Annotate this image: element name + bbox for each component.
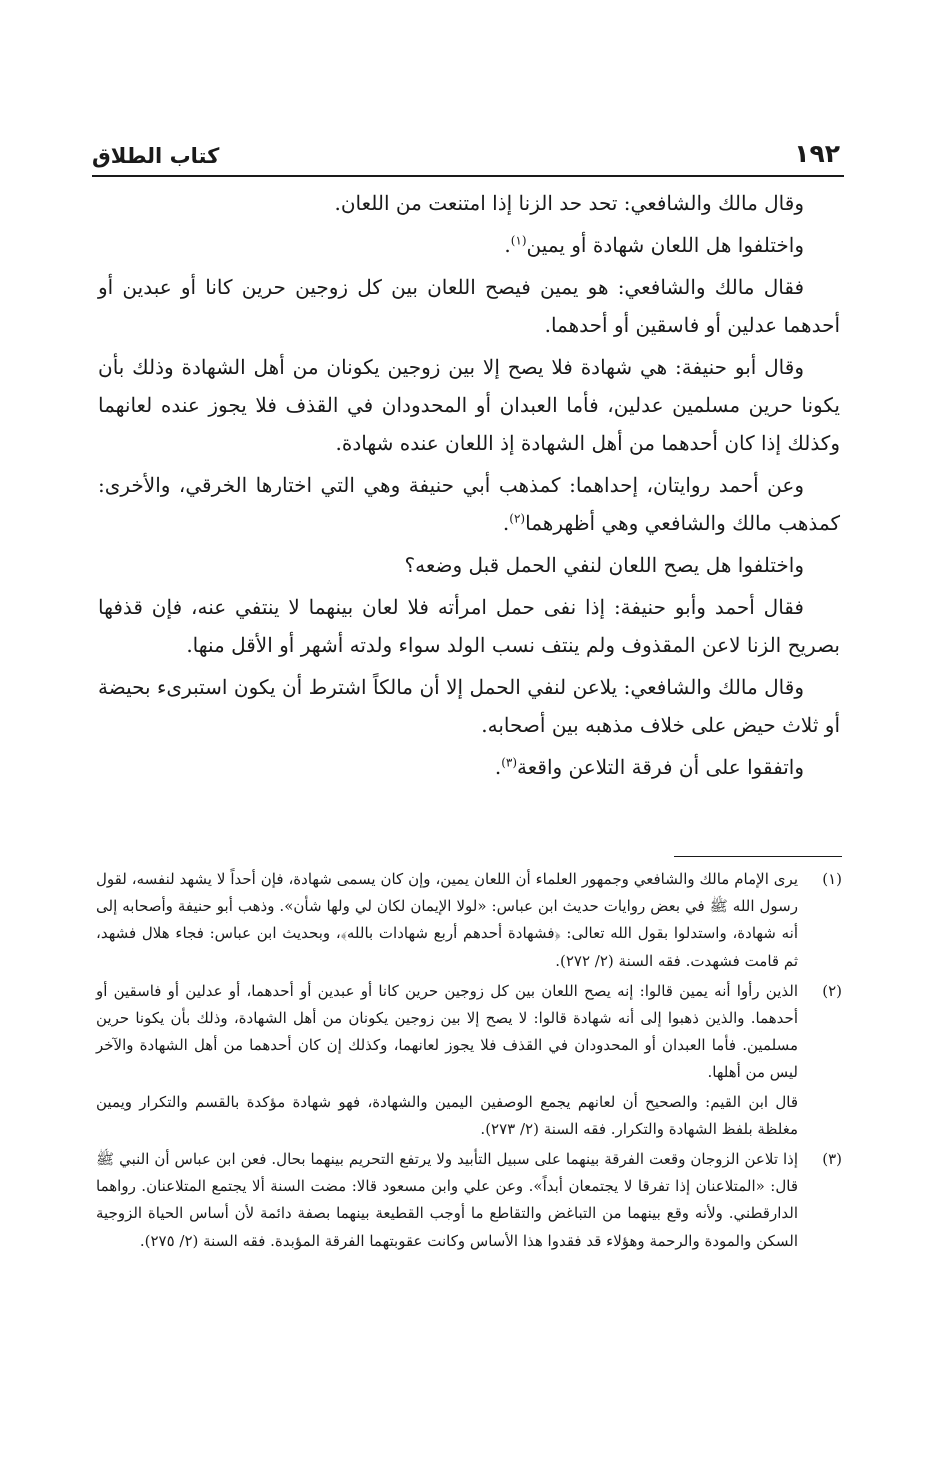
paragraph-text: فقال مالك والشافعي: هو يمين فيصح اللعان بين كل زوجين حرين كانا أو عبدين أو أحدهما عدلين أو فاسقين أو أحدهما. [98, 275, 840, 337]
footnote [96, 866, 842, 975]
page-number: ١٩٢ [794, 139, 840, 168]
footnote-paragraph: قال ابن القيم: والصحيح أن لعانهم يجمع الوصفين اليمين والشهادة، فهو شهادة مؤكدة بالقسم والتكرار ويمين مغلظة بلفظ الشهادة والتكرار. فقه السنة (٢/ ٢٧٣). [96, 1092, 798, 1138]
running-title: كتاب الطلاق [92, 144, 220, 168]
footnotes [96, 866, 842, 1255]
footnote [96, 978, 842, 1143]
footnote-paragraph: الذين رأوا أنه يمين قالوا: إنه يصح اللعان بين كل زوجين حرين كانا أو عبدين أو أحدهما، أو عدلين أو فاسقين أو أحدهما. والذين ذهبوا إلى أنه شهادة قالوا: لا يصح إلا بين زوجين يكونان من أهل الشهادة، وذلك بأن يكونا حرين مسلمين. فأما العبدان أو المحدودان في القذف فلا يجوز لعانهما، وكذلك إن كان أحدهما من أهل الشهادة والآخر ليس من أهلها. [96, 981, 798, 1082]
footnote [96, 1146, 842, 1255]
footnote-text [96, 866, 798, 975]
paragraph-text: واختلفوا هل يصح اللعان لنفي الحمل قبل وضعه؟ [404, 553, 804, 577]
footnote-ref-1: (١) [510, 233, 527, 248]
header-rule [92, 175, 844, 177]
page-header [92, 128, 840, 168]
paragraph [98, 180, 840, 222]
footnote-text [96, 1146, 798, 1255]
paragraph [98, 664, 840, 744]
footnote-number: (٢) [822, 981, 842, 1000]
paragraph-text: فقال أحمد وأبو حنيفة: إذا نفى حمل امرأته فلا لعان بينهما لا ينتفي عنه، فإن قذفها بصريح الزنا لاعن المقذوف ولم ينتف نسب الولد سواء ولدته أشهر أو الأقل منها. [98, 595, 840, 657]
main-text [98, 180, 840, 786]
paragraph-text: وقال مالك والشافعي: تحد حد الزنا إذا امتنعت من اللعان. [334, 191, 804, 215]
paragraph-text: واختلفوا هل اللعان شهادة أو يمين [526, 233, 804, 257]
paragraph-end: . [494, 755, 502, 779]
paragraph [98, 222, 840, 264]
footnote-separator [674, 856, 842, 857]
paragraph [98, 542, 840, 584]
paragraph-text: واتفقوا على أن فرقة التلاعن واقعة [517, 755, 804, 779]
footnote-paragraph: إذا تلاعن الزوجان وقعت الفرقة بينهما على سبيل التأبيد ولا يرتفع التحريم بينهما بحال. فعن ابن عباس أن النبي ﷺ قال: «المتلاعنان إذا تفرقا لا يجتمعان أبداً». وعن علي وابن مسعود قالا: مضت السنة ألا يجتمع المتلاعنان. رواهما الدارقطني. ولأنه وقع بينهما من التباغض والتقاطع ما أوجب القطيعة بينهما بصفة دائمة لأن أساس الحياة الزوجية السكن والمودة والرحمة وهؤلاء قد فقدوا هذا الأساس وكانت عقوبتهما الفرقة المؤبدة. فقه السنة (٢/ ٢٧٥). [96, 1150, 798, 1250]
footnote-ref-2: (٢) [509, 511, 526, 526]
paragraph [98, 744, 840, 786]
footnote-number: (٣) [822, 1150, 842, 1169]
footnote-paragraph: يرى الإمام مالك والشافعي وجمهور العلماء أن اللعان يمين، وإن كان يسمى شهادة، فإن أحداً لا يشهد لنفسه، لقول رسول الله ﷺ في بعض روايات حديث ابن عباس: «لولا الإيمان لكان لي ولها شأن». وذهب أبو حنيفة وأصحابه إلى أنه شهادة، واستدلوا بقول الله تعالى: ﴿فشهادة أحدهم أربع شهادات بالله﴾، وبحديث ابن عباس: فجاء هلال فشهد، ثم قامت فشهدت. فقه السنة (٢/ ٢٧٢). [96, 870, 798, 970]
paragraph [98, 264, 840, 344]
paragraph-text: وقال أبو حنيفة: هي شهادة فلا يصح إلا بين زوجين يكونان من أهل الشهادة وذلك بأن يكونا حرين مسلمين عدلين، فأما العبدان أو المحدودان في القذف فلا يجوز عنده لعانهما وكذلك إذا كان أحدهما من أهل الشهادة إذ اللعان عنده شهادة. [98, 355, 840, 455]
paragraph [98, 462, 840, 542]
paragraph-end: . [502, 511, 510, 535]
paragraph-end: . [504, 233, 511, 257]
footnote-number: (١) [822, 870, 842, 888]
paragraph-text: وقال مالك والشافعي: يلاعن لنفي الحمل إلا أن مالكاً اشترط أن يكون استبرىء بحيضة أو ثلاث حيض على خلاف مذهبه بين أصحابه. [98, 675, 840, 737]
footnote-ref-3: (٣) [501, 755, 518, 770]
paragraph [98, 584, 840, 664]
paragraph-text: وعن أحمد روايتان، إحداهما: كمذهب أبي حنيفة وهي التي اختارها الخرقي، والأخرى: كمذهب مالك والشافعي وهي أظهرهما [98, 473, 840, 535]
footnote-text [96, 978, 798, 1143]
paragraph [98, 344, 840, 462]
